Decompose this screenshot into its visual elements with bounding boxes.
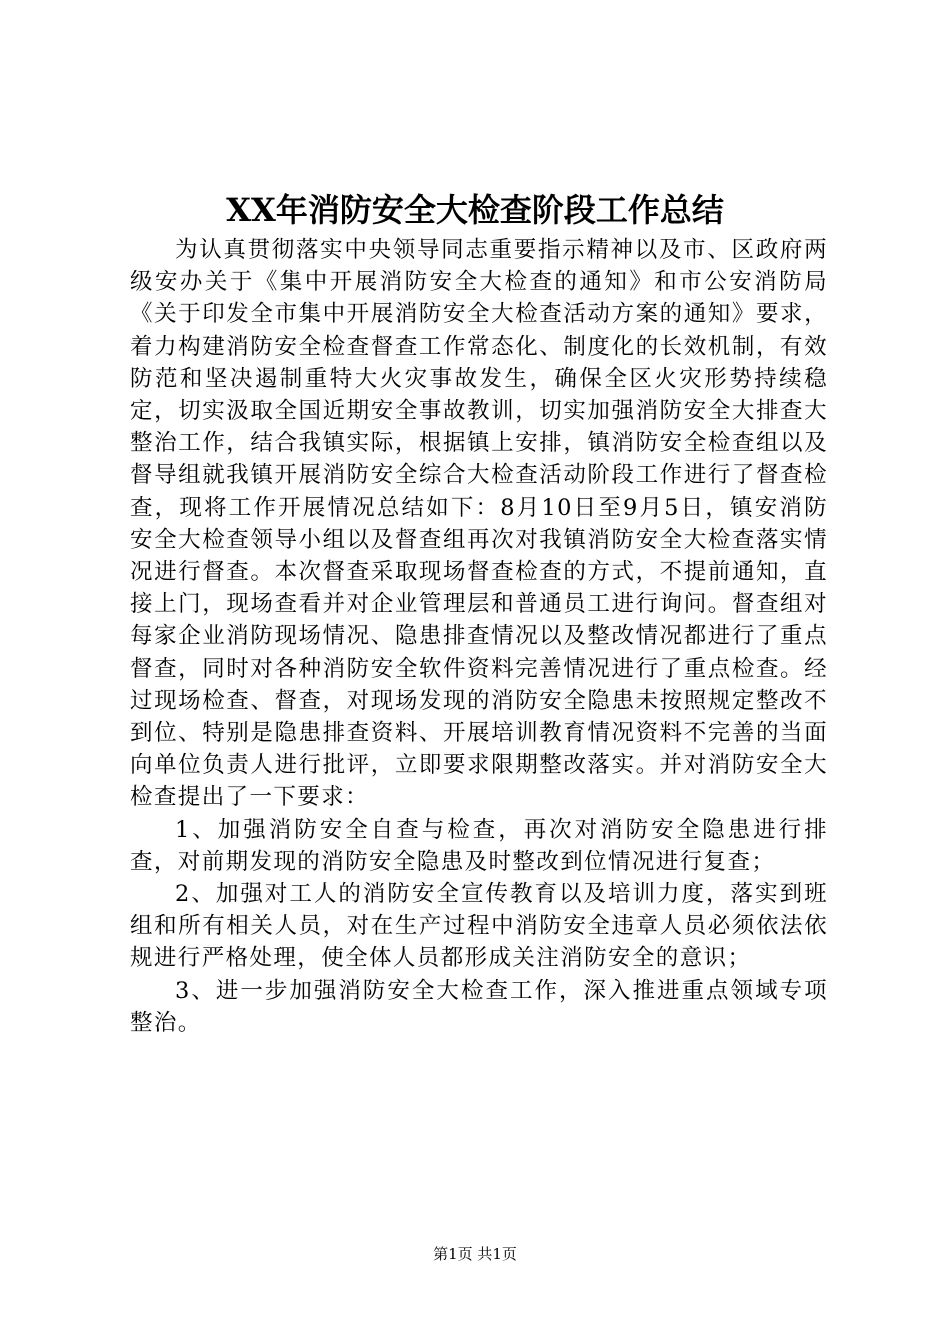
paragraph-requirement-2: 2、加强对工人的消防安全宣传教育以及培训力度，落实到班组和所有相关人员，对在生产过程中消防安全违章人员必须依法依规进行严格处理，使全体人员都形成关注消防安全的意识； (130, 881, 828, 972)
document-title: XX年消防安全大检查阶段工作总结 (226, 191, 724, 229)
document-body (130, 234, 828, 1039)
paragraph-requirement-1: 1、加强消防安全自查与检查，再次对消防安全隐患进行排查，对前期发现的消防安全隐患及时整改到位情况进行复查； (130, 816, 828, 875)
paragraph-intro: 为认真贯彻落实中央领导同志重要指示精神以及市、区政府两级安办关于《集中开展消防安全大检查的通知》和市公安消防局《关于印发全市集中开展消防安全大检查活动方案的通知》要求，着力构建消防安全检查督查工作常态化、制度化的长效机制，有效防范和坚决遏制重特大火灾事故发生，确保全区火灾形势持续稳定，切实汲取全国近期安全事故教训，切实加强消防安全大排查大整治工作，结合我镇实际，根据镇上安排，镇消防安全检查组以及督导组就我镇开展消防安全综合大检查活动阶段工作进行了督查检查，现将工作开展情况总结如下：8月10日至9月5日，镇安消防安全大检查领导小组以及督查组再次对我镇消防安全大检查落实情况进行督查。本次督查采取现场督查检查的方式，不提前通知，直接上门，现场查看并对企业管理层和普通员工进行询问。督查组对每家企业消防现场情况、隐患排查情况以及整改情况都进行了重点督查，同时对各种消防安全软件资料完善情况进行了重点检查。经过现场检查、督查，对现场发现的消防安全隐患未按照规定整改不到位、特别是隐患排查资料、开展培训教育情况资料不完善的当面向单位负责人进行批评，立即要求限期整改落实。并对消防安全大检查提出了一下要求： (130, 237, 828, 811)
paragraph-requirement-3: 3、进一步加强消防安全大检查工作，深入推进重点领域专项整治。 (130, 977, 828, 1036)
page-footer: 第1页 共1页 (433, 1245, 517, 1263)
